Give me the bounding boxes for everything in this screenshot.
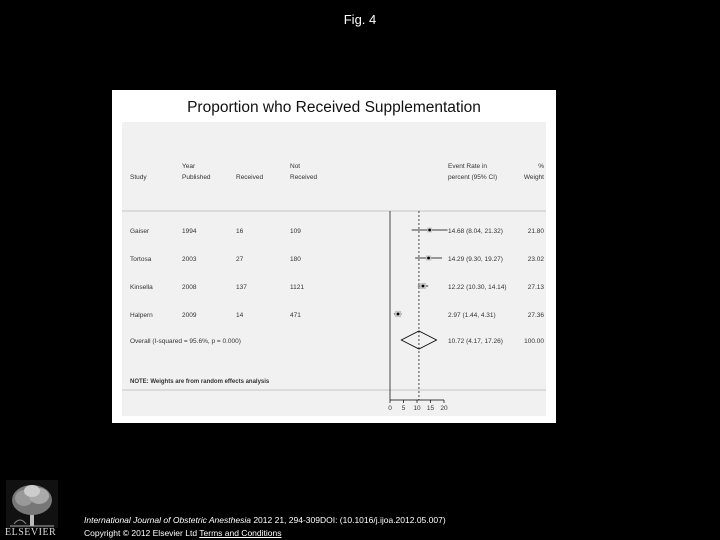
header-event-rate-2: percent (95% CI) <box>448 174 498 181</box>
row-not-received: 1121 <box>290 284 304 291</box>
header-received: Received <box>236 174 264 181</box>
header-event-rate-1: Event Rate in <box>448 163 488 170</box>
row-study: Gaiser <box>130 228 150 235</box>
copyright-text: Copyright © 2012 Elsevier Ltd <box>84 528 198 538</box>
point-estimate <box>397 313 400 316</box>
x-tick-label: 5 <box>401 405 406 412</box>
x-tick-label: 10 <box>413 405 421 412</box>
row-weight: 21.80 <box>527 228 544 235</box>
row-estimate: 12.22 (10.30, 14.14) <box>448 284 507 291</box>
row-estimate: 14.29 (9.30, 19.27) <box>448 256 503 263</box>
x-tick-label: 15 <box>426 405 435 412</box>
row-study: Kinsella <box>130 284 153 291</box>
row-received: 137 <box>236 284 247 291</box>
forest-plot <box>122 122 546 416</box>
row-not-received: 180 <box>290 256 301 263</box>
table-row <box>130 284 544 291</box>
header-weight-2: Weight <box>523 174 544 181</box>
row-weight: 27.36 <box>527 312 544 319</box>
row-not-received: 109 <box>290 228 301 235</box>
row-received: 27 <box>236 256 244 263</box>
row-received: 16 <box>236 228 244 235</box>
row-weight: 23.02 <box>527 256 544 263</box>
copyright <box>84 528 281 538</box>
citation <box>84 515 446 525</box>
overall-label: Overall (I-squared = 95.6%, p = 0.000) <box>130 338 241 345</box>
publisher-logo-text: ELSEVIER <box>5 527 57 538</box>
panel-title: Proportion who Received Supplementation <box>187 99 481 116</box>
row-estimate: 2.97 (1.44, 4.31) <box>448 312 496 319</box>
row-year: 2009 <box>182 312 197 319</box>
journal-name: International Journal of Obstetric Anesthesia <box>84 515 251 525</box>
overall-row <box>130 338 544 345</box>
header-weight-1: % <box>538 163 544 170</box>
point-estimate <box>422 285 425 288</box>
row-year: 1994 <box>182 228 197 235</box>
table-row <box>130 228 544 235</box>
forest-plot-area <box>122 122 546 416</box>
figure-panel <box>112 90 556 423</box>
point-estimate <box>427 257 430 260</box>
overall-weight: 100.00 <box>524 338 544 345</box>
row-estimate: 14.68 (8.04, 21.32) <box>448 228 503 235</box>
row-study: Tortosa <box>130 256 152 263</box>
citation-details: 2012 21, 294-309DOI: (10.1016/j.ijoa.2012.05.007) <box>250 515 446 525</box>
row-not-received: 471 <box>290 312 301 319</box>
weights-note: NOTE: Weights are from random effects analysis <box>130 379 270 385</box>
x-tick-label: 0 <box>388 405 392 412</box>
row-study: Halpern <box>130 312 153 319</box>
row-received: 14 <box>236 312 244 319</box>
row-year: 2008 <box>182 284 197 291</box>
header-study: Study <box>130 174 147 181</box>
header-year-1: Year <box>182 163 196 170</box>
terms-link[interactable]: Terms and Conditions <box>199 528 282 538</box>
header-not-received-2: Received <box>290 174 318 181</box>
table-row <box>130 256 544 263</box>
point-estimate <box>428 229 431 232</box>
header-year-2: Published <box>182 174 211 181</box>
header-not-received-1: Not <box>290 163 301 170</box>
forest-marks <box>388 211 448 412</box>
x-tick-label: 20 <box>440 405 448 412</box>
figure-title: Fig. 4 <box>343 12 377 27</box>
row-year: 2003 <box>182 256 197 263</box>
overall-estimate: 10.72 (4.17, 17.26) <box>448 338 503 345</box>
table-row <box>130 312 544 319</box>
row-weight: 27.13 <box>527 284 544 291</box>
